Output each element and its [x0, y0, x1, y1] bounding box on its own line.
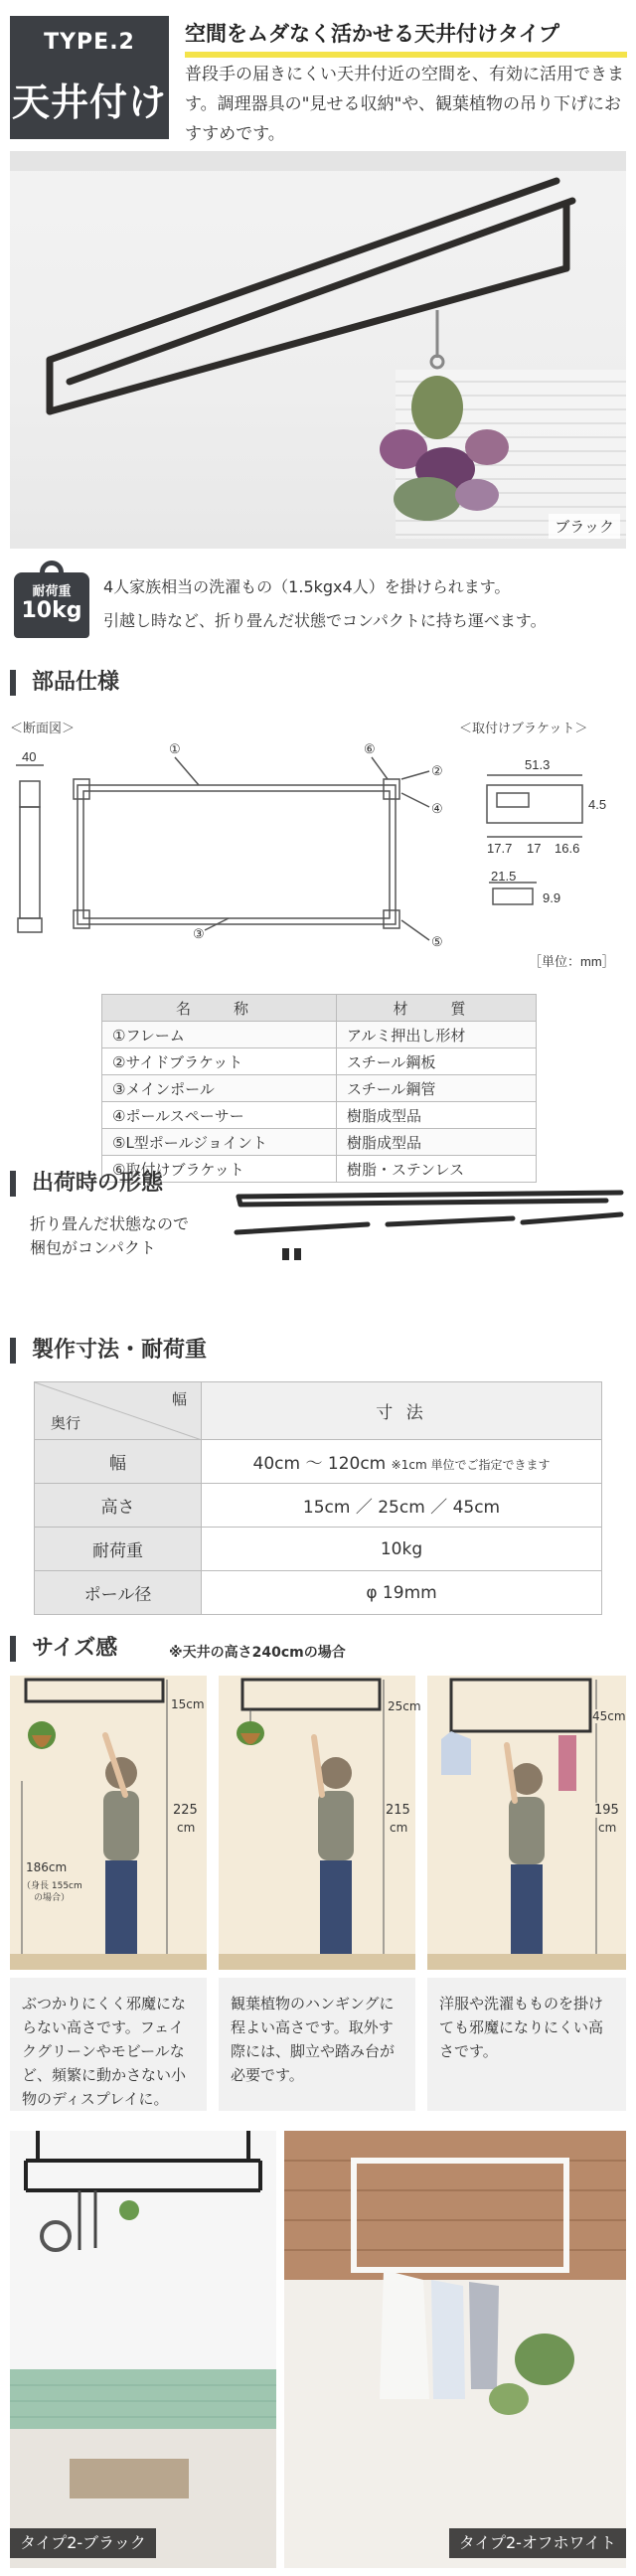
- cell: スチール鋼板: [337, 1048, 537, 1075]
- photo-offwhite: [284, 2131, 626, 2568]
- size-caption-1: ぶつかりにくく邪魔にならない高さです。フェイクグリーンやモビールなど、頻繁に動かさない小物のディスプレイに。: [10, 1978, 207, 2111]
- marker-3: ③: [193, 926, 205, 941]
- weight-icon: [14, 561, 89, 638]
- marker-2: ②: [431, 763, 443, 778]
- shipping-section-title: 出荷時の形態: [10, 1171, 163, 1197]
- bracket-label: ＜取付けブラケット＞: [459, 722, 588, 736]
- panel1-mid-unit: cm: [177, 1821, 196, 1835]
- table-row: [35, 1571, 602, 1615]
- dim-51: 51.3: [525, 757, 551, 772]
- spec-label-height: 高さ: [35, 1484, 202, 1528]
- panel3-top-height: 45cm: [592, 1709, 626, 1723]
- table-row: [102, 1102, 537, 1129]
- spec-corner-cell: [35, 1382, 202, 1440]
- weight-label: 耐荷重: [32, 584, 72, 599]
- cell: ①フレーム: [102, 1022, 337, 1048]
- unit-label: ［単位：mm］: [529, 954, 615, 969]
- size-caption-3: 洋服や洗濯もものを掛けても邪魔になりにくい高さです。: [427, 1978, 626, 2111]
- cell: 樹脂・ステンレス: [337, 1156, 537, 1183]
- corner-depth-label: 奥行: [51, 1414, 81, 1432]
- size-panel-3: [427, 1676, 626, 1970]
- parts-section-title: 部品仕様: [10, 670, 119, 696]
- shipping-line-2: 梱包がコンパクト: [30, 1238, 156, 1257]
- value-text: 40cm 〜 120cm: [252, 1454, 387, 1474]
- folded-rack-illustration: [229, 1183, 626, 1262]
- hero-photo: [10, 151, 626, 549]
- size-panel-2: [219, 1676, 421, 1970]
- type-badge: [10, 16, 169, 139]
- spec-table: [34, 1381, 602, 1615]
- marker-1: ①: [169, 741, 181, 756]
- shipping-description: [30, 1212, 189, 1260]
- corner-width-label: 幅: [171, 1390, 187, 1408]
- note-text: ※1cm 単位でご指定できます: [391, 1458, 551, 1472]
- page-title: 空間をムダなく活かせる天井付けタイプ: [185, 18, 627, 58]
- photo-black: [10, 2131, 276, 2568]
- size-note: ※天井の高さ240cmの場合: [169, 1645, 346, 1661]
- cell: スチール鋼管: [337, 1075, 537, 1102]
- marker-5: ⑤: [431, 934, 443, 949]
- load-description: [103, 570, 630, 638]
- hero-illustration: [10, 151, 626, 549]
- cell: ⑤L型ポールジョイント: [102, 1129, 337, 1156]
- dim-215: 21.5: [491, 869, 517, 884]
- cell: ⑥取付けブラケット: [102, 1156, 337, 1183]
- caption-black: タイプ2-ブラック: [10, 2528, 156, 2558]
- marker-4: ④: [431, 801, 443, 816]
- table-row: [102, 1048, 537, 1075]
- spec-label-pole: ポール径: [35, 1571, 202, 1615]
- table-row: [102, 1075, 537, 1102]
- load-line-1: 4人家族相当の洗濯もの（1.5kgx4人）を掛けられます。: [103, 577, 511, 596]
- section-view-label: ＜断面図＞: [10, 722, 76, 736]
- size-section-title: サイズ感: [10, 1636, 117, 1662]
- type-label: TYPE.2: [44, 30, 135, 55]
- panel2-mid-unit: cm: [390, 1821, 408, 1835]
- caption-offwhite: タイプ2-オフホワイト: [449, 2528, 626, 2558]
- dim-45: 4.5: [588, 797, 607, 812]
- panel1-person-note-2: の場合）: [34, 1893, 71, 1903]
- parts-header-name: 名 称: [102, 995, 337, 1022]
- parts-header-material: 材 質: [337, 995, 537, 1022]
- dim-177: 17.7: [487, 841, 513, 856]
- cell: 樹脂成型品: [337, 1102, 537, 1129]
- panel2-mid-height: 215: [386, 1803, 410, 1818]
- panel1-mid-height: 225: [173, 1803, 198, 1818]
- type-name: 天井付け: [11, 80, 167, 124]
- table-row: [102, 1129, 537, 1156]
- panel3-mid-unit: cm: [598, 1821, 617, 1835]
- cell: ③メインポール: [102, 1075, 337, 1102]
- cell: 樹脂成型品: [337, 1129, 537, 1156]
- dim-166: 16.6: [555, 841, 580, 856]
- parts-diagram: [0, 735, 636, 974]
- table-row: [35, 1528, 602, 1571]
- load-line-2: 引越し時など、折り畳んだ状態でコンパクトに持ち運べます。: [103, 611, 547, 630]
- color-tag: ブラック: [549, 514, 620, 539]
- panel1-person-note-1: （身長 155cm: [22, 1881, 82, 1891]
- panel1-person-height: 186cm: [26, 1860, 68, 1874]
- shipping-line-1: 折り畳んだ状態なので: [30, 1214, 190, 1233]
- spec-label-load: 耐荷重: [35, 1528, 202, 1571]
- dim-99: 9.9: [543, 890, 561, 905]
- cell: アルミ押出し形材: [337, 1022, 537, 1048]
- spec-section-title: 製作寸法・耐荷重: [10, 1338, 207, 1364]
- table-row: [35, 1440, 602, 1484]
- cell: ②サイドブラケット: [102, 1048, 337, 1075]
- weight-value: 10kg: [21, 598, 82, 623]
- spec-value-height: 15cm ／ 25cm ／ 45cm: [202, 1484, 602, 1528]
- size-panel-1: [10, 1676, 207, 1970]
- spec-col-header: 寸 法: [202, 1382, 602, 1440]
- page-description: 普段手の届きにくい天井付近の空間を、有効に活用できます。調理器具の"見せる収納"や、観葉植物の吊り下げにおすすめです。: [185, 65, 624, 144]
- cell: ④ポールスペーサー: [102, 1102, 337, 1129]
- marker-6: ⑥: [364, 741, 376, 756]
- panel1-top-height: 15cm: [171, 1697, 205, 1711]
- spec-value-pole: φ 19mm: [202, 1571, 602, 1615]
- spec-value-load: 10kg: [202, 1528, 602, 1571]
- table-row: [102, 1156, 537, 1183]
- table-row: [102, 1022, 537, 1048]
- panel3-mid-height: 195: [594, 1803, 619, 1818]
- panel2-top-height: 25cm: [388, 1699, 421, 1713]
- dim-40: 40: [22, 749, 37, 764]
- spec-value-width: [202, 1440, 602, 1484]
- dim-17: 17: [527, 841, 542, 856]
- size-caption-2: 観葉植物のハンギングに程よい高さです。取外す際には、脚立や踏み台が必要です。: [219, 1978, 415, 2111]
- table-row: [35, 1484, 602, 1528]
- spec-label-width: 幅: [35, 1440, 202, 1484]
- parts-table: [101, 994, 537, 1183]
